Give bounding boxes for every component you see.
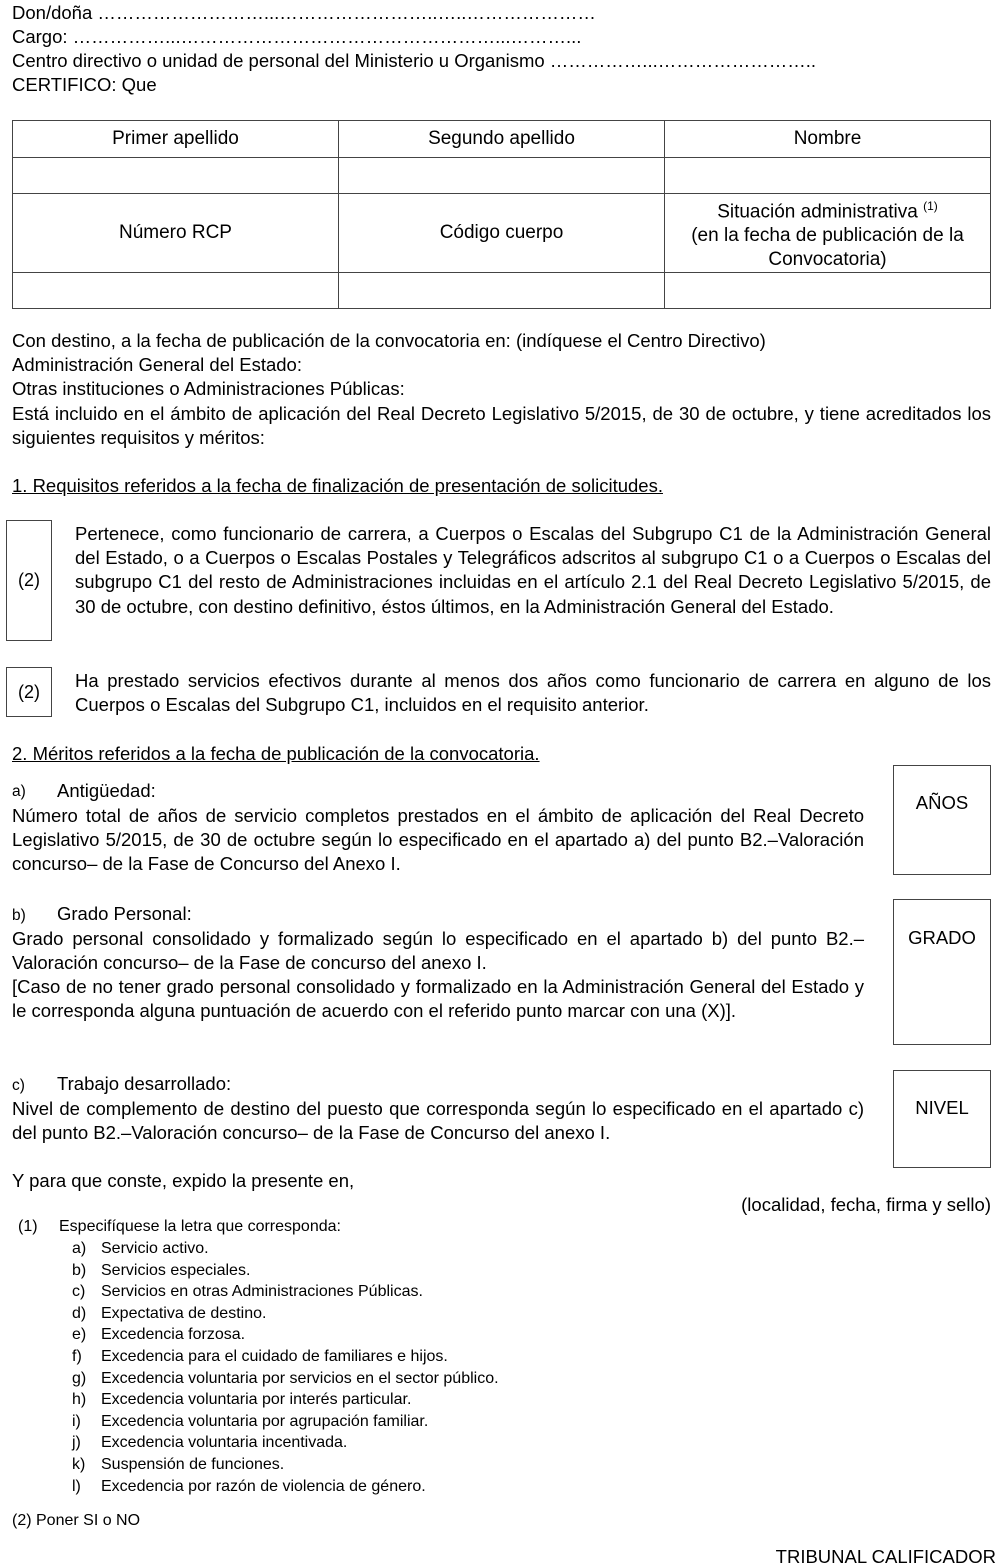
- footnote-1-item-letter: i): [72, 1412, 81, 1430]
- requisito-1-mark: (2): [18, 570, 40, 590]
- footnote-1-item-text: Excedencia voluntaria por agrupación familiar.: [101, 1412, 429, 1430]
- field-situacion-administrativa[interactable]: [665, 273, 991, 309]
- footnote-1-item-letter: f): [72, 1348, 82, 1365]
- ambito-paragraph: Está incluido en el ámbito de aplicación del Real Decreto Legislativo 5/2015, de 30 de octubre, y tiene acreditados los siguientes requisitos y méritos:: [12, 403, 991, 449]
- header-primer-apellido: Primer apellido: [13, 121, 339, 158]
- footnote-1-item-letter: b): [72, 1261, 87, 1279]
- footnote-1-item-letter: h): [72, 1391, 87, 1409]
- footnote-1-item-letter: l): [72, 1477, 81, 1495]
- footnote-1-item-letter: c): [72, 1283, 86, 1301]
- requisito-1-text: Pertenece, como funcionario de carrera, a Cuerpos o Escalas del Subgrupo C1 de la Administración General del Estado, o a Cuerpos o Escalas Postales y Telegráficos adscritos al subgrupo C1 o a Cuerpos o Escalas del subgrupo C1 del resto de Administraciones incluidas en el artículo 2.1 del Real Decreto Legislativo 5/2015, de 30 de octubre, con destino definitivo, éstos últimos, en la Administración General del Estado.: [75, 523, 991, 617]
- field-segundo-apellido[interactable]: [339, 158, 665, 194]
- header-codigo-cuerpo: Código cuerpo: [339, 194, 665, 273]
- footnote-1-item-text: Excedencia para el cuidado de familiares e hijos.: [101, 1348, 448, 1365]
- footnote-1-item-text: Excedencia por razón de violencia de género.: [101, 1477, 426, 1495]
- otras-instituciones-line: Otras instituciones o Administraciones Públicas:: [12, 378, 405, 399]
- anos-label: AÑOS: [915, 792, 969, 813]
- don-line: Don/doña ………………………...……………………..…..…………………: [12, 2, 596, 23]
- footnote-1-item-text: Suspensión de funciones.: [101, 1456, 285, 1473]
- footnote-1-item-text: Excedencia forzosa.: [101, 1326, 246, 1344]
- age-line: Administración General del Estado:: [12, 354, 302, 375]
- footnote-1-item-letter: d): [72, 1304, 87, 1322]
- footnote-2: (2) Poner SI o NO: [12, 1512, 141, 1529]
- merito-a-letter: a): [12, 783, 26, 800]
- merito-b-text: Grado personal consolidado y formalizado según lo especificado en el apartado b) del punto B2.–Valoración concurso– de la Fase de concurso del anexo I.: [12, 928, 864, 974]
- field-numero-rcp[interactable]: [13, 273, 339, 309]
- grado-label: GRADO: [908, 927, 976, 948]
- personal-data-table: [12, 120, 991, 309]
- consta-line: Y para que conste, expido la presente en,: [12, 1170, 355, 1191]
- footnote-1-item-text: Excedencia voluntaria por interés particular.: [101, 1391, 412, 1409]
- anos-box[interactable]: [893, 765, 991, 875]
- grado-box[interactable]: [893, 899, 991, 1045]
- field-codigo-cuerpo[interactable]: [339, 273, 665, 309]
- footnote-1-item-text: Excedencia voluntaria incentivada.: [101, 1434, 348, 1452]
- nivel-box[interactable]: [893, 1070, 991, 1168]
- merito-a-title: Antigüedad:: [57, 780, 156, 801]
- centro-line: Centro directivo o unidad de personal del Ministerio u Organismo ……………...……………………..: [12, 50, 817, 71]
- footnote-1-item-text: Expectativa de destino.: [101, 1304, 267, 1322]
- footnote-1-item-letter: g): [72, 1369, 87, 1387]
- footnote-1-title: Especifíquese la letra que corresponda:: [59, 1218, 341, 1235]
- merito-c-letter: c): [12, 1077, 25, 1094]
- header-situacion-administrativa: Situación administrativa $^{(1)}$ (en la fecha de publicación de la Convocatoria): [665, 194, 991, 273]
- merito-c-text: Nivel de complemento de destino del puesto que corresponda según lo especificado en el apartado c) del punto B2.–Valoración concurso– de la Fase de Concurso del anexo I.: [12, 1098, 864, 1144]
- footnote-1-item-letter: e): [72, 1326, 87, 1344]
- merito-b-title: Grado Personal:: [57, 903, 192, 924]
- header-segundo-apellido: Segundo apellido: [339, 121, 665, 158]
- footnote-1-item-letter: k): [72, 1456, 86, 1473]
- firma-line: (localidad, fecha, firma y sello): [741, 1194, 991, 1215]
- footnote-1-item-text: Servicios especiales.: [101, 1261, 251, 1279]
- footnote-1-item-text: Servicios en otras Administraciones Públicas.: [101, 1283, 423, 1301]
- footnote-1-item-letter: j): [72, 1434, 81, 1452]
- merito-a-text: Número total de años de servicio completos prestados en el ámbito de aplicación del Real Decreto Legislativo 5/2015, de 30 de octubre según lo especificado en el apartado a) del punto B2.–Valoración concurso– de la Fase de Concurso del Anexo I.: [12, 805, 864, 875]
- footnote-ref-1: (1): [923, 199, 938, 213]
- header-numero-rcp: Número RCP: [13, 194, 339, 273]
- header-nombre: Nombre: [665, 121, 991, 158]
- meritos-title: 2. Méritos referidos a la fecha de publicación de la convocatoria.: [12, 743, 540, 764]
- field-nombre[interactable]: [665, 158, 991, 194]
- cargo-line: Cargo: ……………...……………………………………………...………...: [12, 26, 582, 47]
- destino-line: Con destino, a la fecha de publicación de la convocatoria en: (indíquese el Centro Directivo): [12, 330, 766, 351]
- merito-b-text2: [Caso de no tener grado personal consolidado y formalizado en la Administración General del Estado y le corresponda alguna puntuación de acuerdo con el referido punto marcar con una (X)].: [12, 976, 864, 1022]
- footnote-1-mark: (1): [18, 1218, 38, 1235]
- footer-tribunal: TRIBUNAL CALIFICADOR: [775, 1546, 996, 1567]
- nivel-label: NIVEL: [915, 1097, 969, 1118]
- field-primer-apellido[interactable]: [13, 158, 339, 194]
- requisito-2-text: Ha prestado servicios efectivos durante al menos dos años como funcionario de carrera en alguno de los Cuerpos o Escalas del Subgrupo C1, incluidos en el requisito anterior.: [75, 670, 991, 716]
- merito-c-title: Trabajo desarrollado:: [57, 1073, 232, 1094]
- certifico-line: CERTIFICO: Que: [12, 74, 157, 95]
- footnote-1-item-text: Excedencia voluntaria por servicios en el sector público.: [101, 1369, 499, 1387]
- requisitos-title: 1. Requisitos referidos a la fecha de finalización de presentación de solicitudes.: [12, 475, 663, 496]
- requisito-2-mark: (2): [18, 682, 40, 702]
- footnote-1-item-letter: a): [72, 1240, 87, 1257]
- footnote-1-item-text: Servicio activo.: [101, 1240, 209, 1257]
- merito-b-letter: b): [12, 907, 26, 924]
